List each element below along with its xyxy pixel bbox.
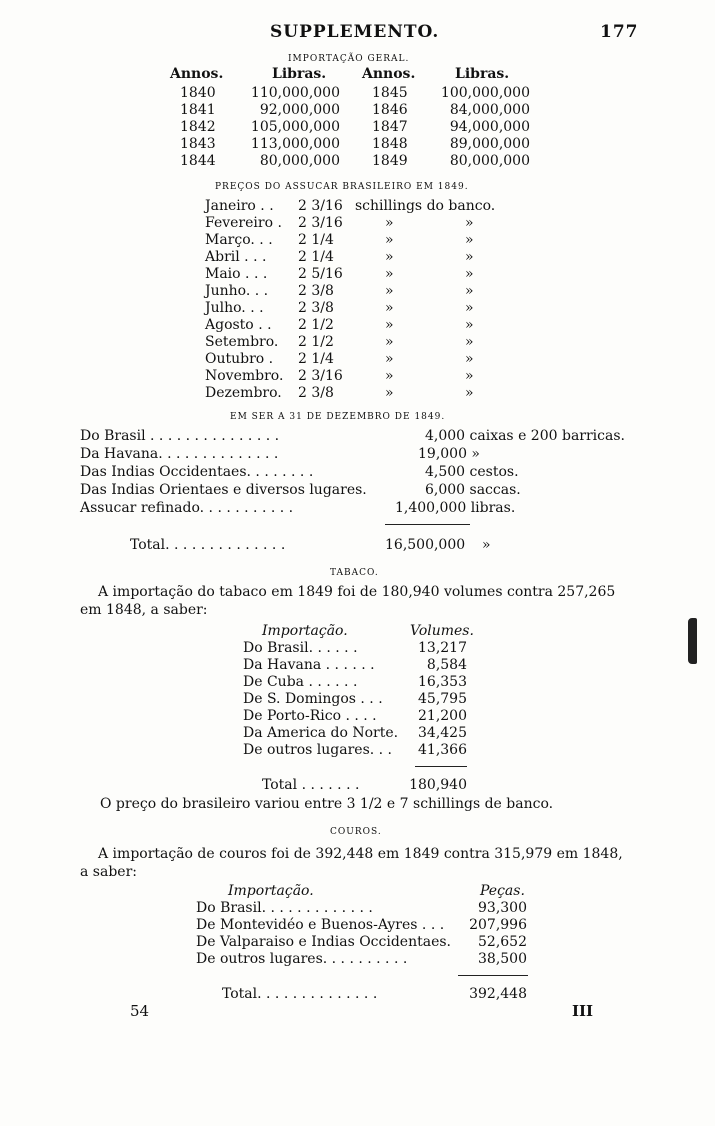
- couros-origin: Do Brasil. . . . . . . . . . . . .: [196, 900, 373, 916]
- price-value: 2 1/4: [298, 249, 334, 265]
- couros-total-value: 392,448: [469, 986, 527, 1002]
- ditto-mark: »: [465, 317, 474, 333]
- import-year: 1844: [180, 153, 216, 169]
- import-value: 80,000,000: [259, 153, 340, 169]
- price-month: Fevereiro .: [205, 215, 282, 231]
- stock-origin: Da Havana. . . . . . . . . . . . . .: [80, 446, 279, 462]
- import-year: 1840: [180, 85, 216, 101]
- tabaco-total-label: Total . . . . . . .: [262, 777, 360, 793]
- price-month: Março. . .: [205, 232, 273, 248]
- couros-pieces: 38,500: [478, 951, 527, 967]
- price-month: Maio . . .: [205, 266, 268, 282]
- couros-col-header: Peças.: [480, 883, 525, 899]
- import-col-header: Annos.: [170, 66, 224, 82]
- import-year: 1845: [372, 85, 408, 101]
- couros-intro: A importação de couros foi de 392,448 em 1849 contra 315,979 em 1848,: [98, 846, 623, 862]
- price-month: Setembro.: [205, 334, 279, 350]
- tabaco-volume: 41,366: [418, 742, 467, 758]
- import-col-header: Annos.: [362, 66, 416, 82]
- couros-origin: De outros lugares. . . . . . . . . .: [196, 951, 408, 967]
- price-month: Agosto . .: [205, 317, 272, 333]
- couros-pieces: 207,996: [469, 917, 527, 933]
- ditto-mark: »: [385, 215, 394, 231]
- ditto-mark: »: [385, 300, 394, 316]
- running-title: SUPPLEMENTO.: [270, 22, 440, 42]
- tabaco-volume: 21,200: [418, 708, 467, 724]
- import-value: 105,000,000: [250, 119, 340, 135]
- ditto-mark: »: [465, 385, 474, 401]
- couros-caption: COUROS.: [330, 827, 382, 837]
- stock-origin: Assucar refinado. . . . . . . . . . .: [80, 500, 294, 516]
- ditto-mark: »: [385, 232, 394, 248]
- ditto-mark: »: [465, 232, 474, 248]
- tabaco-volume: 8,584: [426, 657, 467, 673]
- ink-blot: [688, 618, 697, 664]
- stock-total-value: 16,500,000: [385, 537, 466, 553]
- price-value: 2 1/2: [298, 334, 334, 350]
- import-year: 1842: [180, 119, 216, 135]
- couros-pieces: 52,652: [478, 934, 527, 950]
- import-year: 1843: [180, 136, 216, 152]
- import-year: 1846: [372, 102, 408, 118]
- price-month: Julho. . .: [205, 300, 264, 316]
- tabaco-caption: TABACO.: [330, 568, 379, 578]
- stock-total-label: Total. . . . . . . . . . . . . .: [130, 537, 286, 553]
- tabaco-intro: em 1848, a saber:: [80, 602, 208, 618]
- price-month: Outubro .: [205, 351, 274, 367]
- price-value: 2 5/16: [298, 266, 343, 282]
- ditto-mark: »: [385, 334, 394, 350]
- import-year: 1848: [372, 136, 408, 152]
- import-value: 113,000,000: [250, 136, 340, 152]
- ditto-mark: »: [385, 351, 394, 367]
- import-value: 110,000,000: [250, 85, 340, 101]
- price-month: Novembro.: [205, 368, 284, 384]
- import-value: 94,000,000: [449, 119, 530, 135]
- ditto-mark: »: [465, 266, 474, 282]
- stock-caption: EM SER A 31 DE DEZEMBRO DE 1849.: [230, 412, 446, 422]
- tabaco-origin: De Cuba . . . . . .: [243, 674, 358, 690]
- price-value: 2 1/2: [298, 317, 334, 333]
- tabaco-origin: De S. Domingos . . .: [243, 691, 383, 707]
- price-value: 2 1/4: [298, 232, 334, 248]
- ditto-mark: »: [465, 351, 474, 367]
- sum-rule: [415, 766, 467, 767]
- couros-total-label: Total. . . . . . . . . . . . . .: [222, 986, 378, 1002]
- ditto-mark: »: [482, 537, 491, 553]
- import-year: 1849: [372, 153, 408, 169]
- price-value: 2 3/16: [298, 215, 343, 231]
- ditto-mark: »: [385, 266, 394, 282]
- ditto-mark: »: [385, 249, 394, 265]
- ditto-mark: »: [385, 368, 394, 384]
- price-month: Junho. . .: [205, 283, 269, 299]
- price-value: 2 3/16: [298, 198, 343, 214]
- import-value: 84,000,000: [449, 102, 530, 118]
- price-value: 2 3/8: [298, 385, 334, 401]
- tabaco-total-value: 180,940: [409, 777, 467, 793]
- ditto-mark: »: [385, 283, 394, 299]
- sum-rule: [385, 524, 470, 525]
- tabaco-volume: 13,217: [418, 640, 467, 656]
- stock-quantity: 6,000 saccas.: [425, 482, 521, 498]
- sum-rule: [458, 975, 528, 976]
- ditto-mark: »: [465, 300, 474, 316]
- ditto-mark: »: [465, 283, 474, 299]
- import-year: 1847: [372, 119, 408, 135]
- couros-origin: De Montevidéo e Buenos-Ayres . . .: [196, 917, 445, 933]
- stock-origin: Do Brasil . . . . . . . . . . . . . . .: [80, 428, 280, 444]
- stock-quantity: 4,000 caixas e 200 barricas.: [425, 428, 625, 444]
- ditto-mark: »: [465, 368, 474, 384]
- page-number: 177: [600, 22, 639, 42]
- ditto-mark: »: [385, 317, 394, 333]
- stock-quantity: 1,400,000 libras.: [395, 500, 516, 516]
- price-value: 2 3/8: [298, 283, 334, 299]
- tabaco-origin: Da Havana . . . . . .: [243, 657, 375, 673]
- price-value: 2 1/4: [298, 351, 334, 367]
- tabaco-origin: De outros lugares. . .: [243, 742, 393, 758]
- tabaco-intro: A importação do tabaco em 1849 foi de 180,940 volumes contra 257,265: [98, 584, 616, 600]
- ditto-mark: »: [385, 385, 394, 401]
- tabaco-volume: 45,795: [418, 691, 467, 707]
- tabaco-origin: Da America do Norte.: [243, 725, 399, 741]
- couros-pieces: 93,300: [478, 900, 527, 916]
- import-col-header: Libras.: [272, 66, 327, 82]
- tabaco-col-header: Importação.: [262, 623, 348, 639]
- stock-origin: Das Indias Occidentaes. . . . . . . .: [80, 464, 314, 480]
- tabaco-volume: 34,425: [418, 725, 467, 741]
- tabaco-volume: 16,353: [418, 674, 467, 690]
- stock-quantity: 4,500 cestos.: [425, 464, 519, 480]
- tabaco-price-note: O preço do brasileiro variou entre 3 1/2 e 7 schillings de banco.: [100, 796, 554, 812]
- import-year: 1841: [180, 102, 216, 118]
- ditto-mark: »: [465, 249, 474, 265]
- stock-origin: Das Indias Orientaes e diversos lugares.: [80, 482, 367, 498]
- gathering-mark: III: [572, 1002, 594, 1020]
- ditto-mark: »: [465, 215, 474, 231]
- tabaco-col-header: Volumes.: [410, 623, 474, 639]
- price-month: Dezembro.: [205, 385, 282, 401]
- price-month: Abril . . .: [205, 249, 267, 265]
- import-value: 92,000,000: [259, 102, 340, 118]
- prices-caption: PREÇOS DO ASSUCAR BRASILEIRO EM 1849.: [215, 182, 469, 192]
- price-unit: schillings do banco.: [355, 198, 496, 214]
- ditto-mark: »: [465, 334, 474, 350]
- stock-quantity: 19,000 »: [418, 446, 481, 462]
- couros-intro: a saber:: [80, 864, 137, 880]
- import-caption: IMPORTAÇÃO GERAL.: [288, 54, 410, 64]
- signature-mark: 54: [130, 1002, 150, 1020]
- couros-origin: De Valparaiso e Indias Occidentaes.: [196, 934, 451, 950]
- import-value: 100,000,000: [440, 85, 530, 101]
- couros-col-header: Importação.: [228, 883, 314, 899]
- import-value: 80,000,000: [449, 153, 530, 169]
- import-value: 89,000,000: [449, 136, 530, 152]
- tabaco-origin: Do Brasil. . . . . .: [243, 640, 358, 656]
- price-value: 2 3/8: [298, 300, 334, 316]
- price-value: 2 3/16: [298, 368, 343, 384]
- price-month: Janeiro . .: [205, 198, 274, 214]
- tabaco-origin: De Porto-Rico . . . .: [243, 708, 377, 724]
- import-col-header: Libras.: [455, 66, 510, 82]
